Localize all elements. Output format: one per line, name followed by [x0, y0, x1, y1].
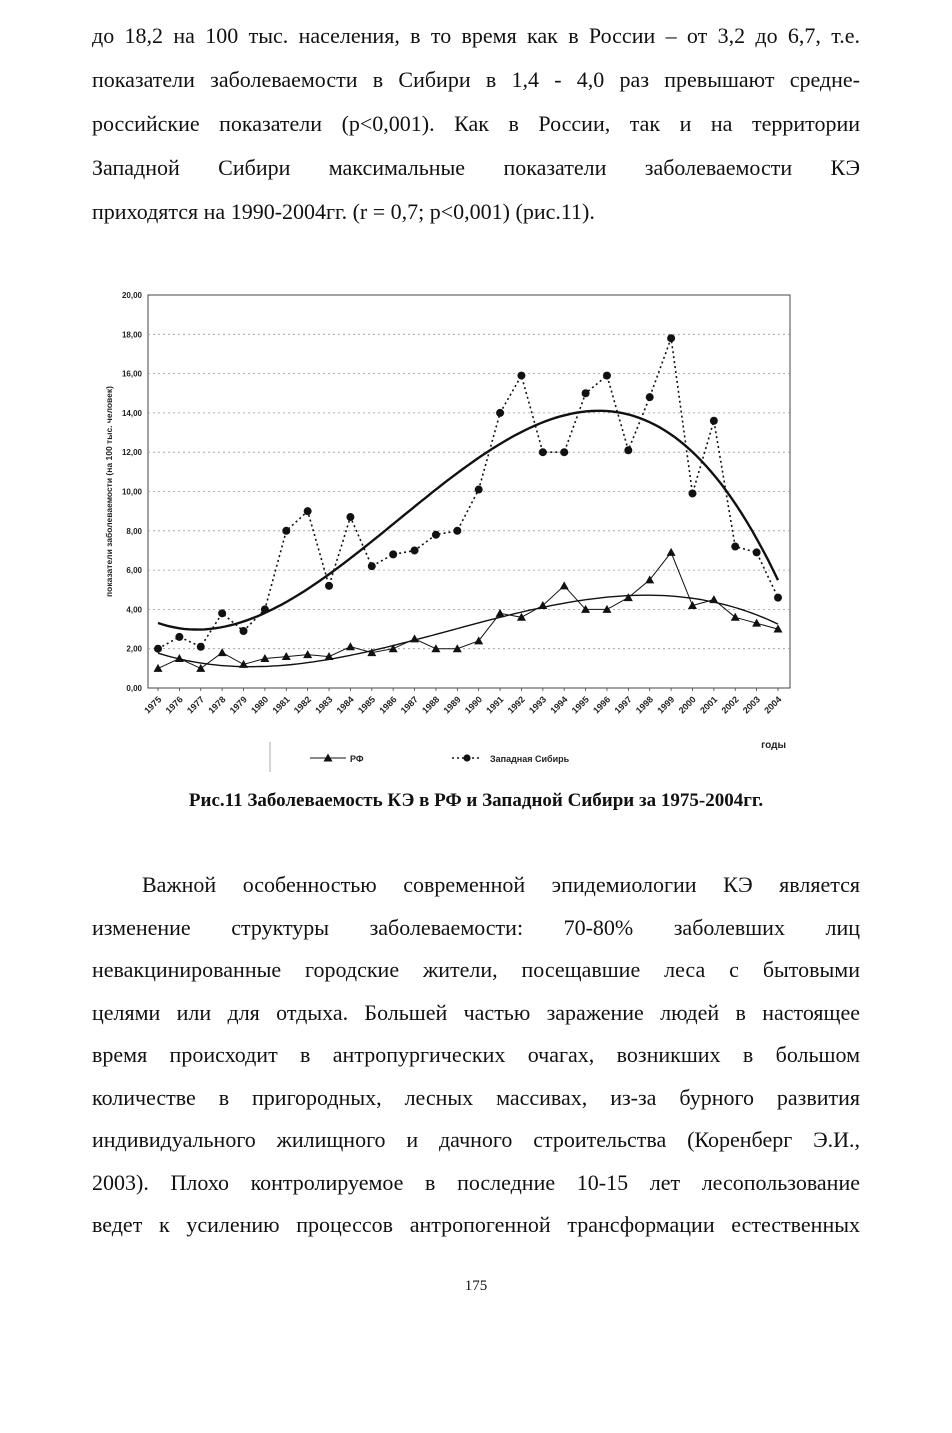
- y-tick-label: 16,00: [121, 369, 142, 379]
- data-point: [346, 513, 354, 521]
- data-point: [197, 643, 205, 651]
- text-line: показатели заболеваемости в Сибири в 1,4 - 4,0 раз превышают средне-: [92, 67, 860, 92]
- y-tick-label: 20,00: [121, 291, 142, 300]
- data-point: [774, 594, 782, 602]
- x-tick-label: 1997: [612, 694, 634, 716]
- y-tick-label: 18,00: [121, 330, 142, 340]
- text-line: изменение структуры заболеваемости: 70-80% заболевших лиц: [92, 914, 860, 940]
- text-line: до 18,2 на 100 тыс. населения, в то время как в России – от 3,2 до 6,7, т.е.: [92, 23, 860, 48]
- x-tick-label: 1978: [206, 694, 228, 716]
- figure-caption: Рис.11 Заболеваемость КЭ в РФ и Западной Сибири за 1975-2004гг.: [188, 790, 764, 811]
- data-point: [346, 642, 355, 650]
- x-tick-label: 1975: [142, 694, 164, 716]
- paragraph-top: [92, 14, 860, 234]
- text-line: Важной особенностью современной эпидемиологии КЭ является: [142, 872, 860, 897]
- data-point: [475, 486, 483, 494]
- y-tick-label: 6,00: [126, 566, 142, 576]
- data-point: [218, 609, 226, 617]
- data-point: [175, 633, 183, 641]
- text-line: количестве в пригородных, лесных массивах, из-за бурного развития: [92, 1084, 860, 1110]
- data-point: [624, 446, 632, 454]
- x-tick-label: 1983: [313, 694, 335, 716]
- page-number: 175: [464, 1278, 488, 1294]
- x-tick-label: 2003: [740, 694, 763, 716]
- data-point: [196, 664, 205, 672]
- data-point: [667, 334, 675, 342]
- y-axis-label: показатели заболеваемости (на 100 тыс. человек): [104, 386, 114, 597]
- x-tick-label: 1994: [548, 694, 570, 716]
- data-point: [560, 581, 569, 589]
- data-point: [154, 645, 162, 653]
- y-tick-label: 10,00: [121, 487, 142, 497]
- incidence-chart: [0, 280, 952, 780]
- data-point: [709, 595, 718, 603]
- x-tick-label: 1979: [227, 694, 249, 716]
- x-tick-label: 1995: [569, 694, 592, 716]
- y-tick-label: 4,00: [126, 605, 142, 615]
- x-tick-label: 1999: [655, 694, 677, 716]
- x-tick-label: 1986: [377, 694, 399, 716]
- data-point: [411, 546, 419, 554]
- data-point: [753, 548, 761, 556]
- x-tick-label: 1998: [633, 694, 656, 716]
- data-point: [560, 448, 568, 456]
- data-point: [282, 527, 290, 535]
- x-tick-label: 1988: [420, 694, 442, 716]
- data-point: [710, 417, 718, 425]
- text-line: приходятся на 1990-2004гг. (r = 0,7; p<0,001) (рис.11).: [92, 199, 595, 224]
- figure-11: [0, 280, 952, 780]
- data-point: [731, 543, 739, 551]
- y-tick-label: 14,00: [121, 408, 142, 418]
- x-tick-label: 1996: [591, 694, 613, 716]
- text-line: индивидуального жилищного и дачного строительства (Коренберг Э.И.,: [92, 1127, 860, 1152]
- y-tick-label: 0,00: [126, 684, 142, 693]
- x-tick-label: 1987: [398, 694, 420, 716]
- x-tick-label: 2002: [719, 694, 741, 716]
- data-point: [496, 609, 505, 617]
- x-tick-label: 1992: [505, 694, 527, 716]
- x-tick-label: 2001: [698, 694, 720, 716]
- series-line: [158, 338, 778, 649]
- text-line: целями или для отдыха. Большей частью заражение людей в настоящее: [92, 999, 860, 1025]
- text-line: ведет к усилению процессов антропогенной трансформации естественных: [92, 1212, 860, 1237]
- x-tick-label: 1980: [249, 694, 271, 716]
- text-line: российские показатели (p<0,001). Как в России, так и на территории: [92, 111, 860, 136]
- x-tick-label: 1976: [163, 694, 185, 716]
- legend: [270, 742, 570, 772]
- x-tick-label: 1989: [441, 694, 463, 716]
- data-point: [688, 489, 696, 497]
- data-point: [603, 372, 611, 380]
- text-line: время происходит в антропургических очагах, возникших в большом: [92, 1042, 860, 1067]
- data-point: [368, 562, 376, 570]
- x-tick-label: 1991: [484, 694, 506, 716]
- data-point: [539, 448, 547, 456]
- x-tick-label: 2000: [676, 694, 698, 716]
- data-point: [154, 664, 163, 672]
- data-point: [304, 507, 312, 515]
- data-point: [325, 582, 333, 590]
- text-line: Западной Сибири максимальные показатели заболеваемости КЭ: [92, 155, 860, 180]
- text-line: 2003). Плохо контролируемое в последние 10-15 лет лесопользование: [92, 1169, 860, 1195]
- data-point: [261, 605, 269, 613]
- data-point: [432, 531, 440, 539]
- data-point: [667, 548, 676, 556]
- y-tick-label: 8,00: [126, 526, 142, 536]
- x-tick-label: 1985: [355, 694, 378, 716]
- x-tick-label: 1982: [291, 694, 314, 716]
- x-tick-label: 2004: [762, 694, 784, 716]
- data-point: [240, 627, 248, 635]
- data-point: [582, 389, 590, 397]
- legend-label: РФ: [350, 754, 364, 764]
- x-tick-label: 1990: [462, 694, 485, 716]
- data-point: [731, 613, 740, 621]
- x-axis-label: годы: [761, 740, 786, 751]
- trend-line: [158, 595, 778, 667]
- y-tick-label: 2,00: [126, 644, 142, 654]
- data-point: [410, 634, 419, 642]
- legend-label: Западная Сибирь: [490, 754, 570, 764]
- x-tick-label: 1984: [334, 694, 356, 716]
- data-point: [218, 648, 227, 656]
- x-tick-label: 1981: [270, 694, 292, 716]
- data-point: [496, 409, 504, 417]
- data-point: [517, 372, 525, 380]
- data-point: [453, 527, 461, 535]
- data-point: [646, 393, 654, 401]
- text-line: невакцинированные городские жители, посещавшие леса с бытовыми: [92, 957, 860, 982]
- y-tick-label: 12,00: [121, 448, 142, 458]
- x-tick-label: 1977: [184, 694, 207, 716]
- paragraph-bottom: [92, 864, 860, 1247]
- data-point: [303, 650, 312, 658]
- data-point: [389, 550, 397, 558]
- x-tick-label: 1993: [527, 694, 549, 716]
- legend-marker: [463, 754, 470, 761]
